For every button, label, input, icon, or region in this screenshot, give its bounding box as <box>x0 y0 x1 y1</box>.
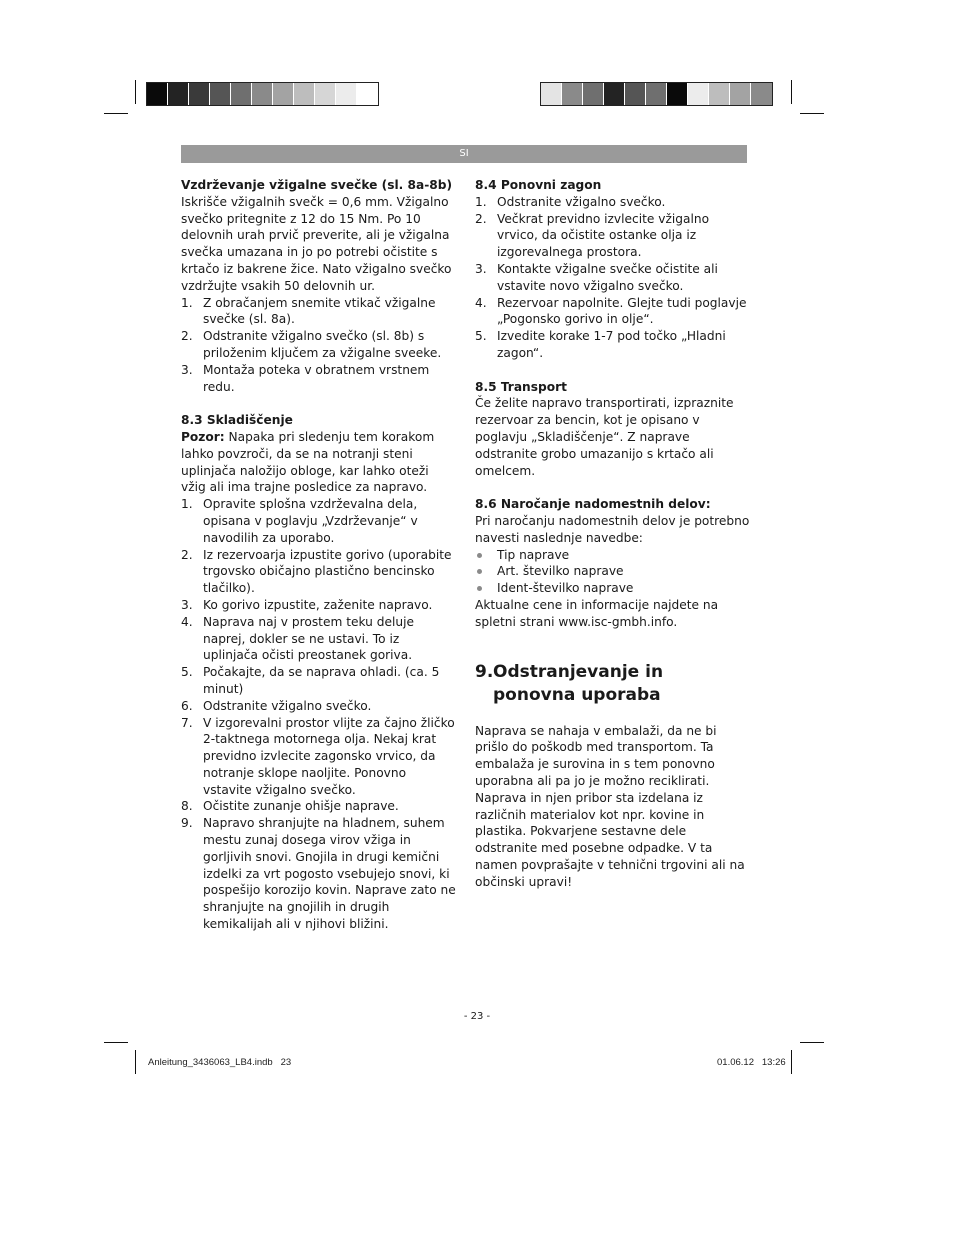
crop-mark <box>104 1042 128 1043</box>
color-swatch <box>189 83 210 105</box>
paragraph: Iskrišče vžigalnih svečk = 0,6 mm. Vžigalno svečko pritegnite z 12 do 15 Nm. Po 10 delovnih urah prvič preverite, ali je vžigalna svečka umazana in jo po potrebi očistite s krtačo iz bakrene žice. Nato vžigalno svečko vzdržujte vsakih 50 delovnih ur. <box>181 194 452 293</box>
transport-section <box>475 379 750 480</box>
crop-mark <box>800 113 824 114</box>
numbered-list <box>181 295 456 396</box>
crop-mark <box>800 1042 824 1043</box>
chapter-title: Odstranjevanje in ponovna uporaba <box>493 661 664 705</box>
list-item <box>475 261 750 295</box>
list-item <box>475 295 750 329</box>
paragraph: Pri naročanju nadomestnih delov je potrebno navesti naslednje navedbe: <box>475 513 750 545</box>
item-number: 9. <box>181 816 193 831</box>
list-item <box>475 547 750 564</box>
item-number: 5. <box>181 665 193 680</box>
item-text: Opravite splošna vzdrževalna dela, opisana v poglavju „Vzdrževanje“ v navodilih za uporabo. <box>203 497 418 545</box>
right-column <box>475 177 750 890</box>
color-swatch <box>147 83 168 105</box>
left-column <box>181 177 456 933</box>
list-item <box>181 664 456 698</box>
color-swatch <box>667 83 688 105</box>
bullet-icon <box>477 569 482 574</box>
language-code: SI <box>459 148 469 159</box>
list-item <box>181 614 456 664</box>
item-number: 4. <box>181 614 193 629</box>
crop-mark <box>791 80 792 104</box>
item-number: 7. <box>181 715 193 730</box>
item-number: 6. <box>181 698 193 713</box>
crop-mark <box>135 80 136 104</box>
item-number: 3. <box>181 362 193 377</box>
item-text: Napravo shranjujte na hladnem, suhem mestu zunaj dosega virov vžiga in gorljivih snovi. Gnojila in drugi kemični izdelki za vrt pogosto vsebujejo snovi, ki pospešijo korozijo kovin. Naprave zato ne shranjujte na gnojilih in drugih kemikalijah ali v njihovi bližini. <box>203 816 456 932</box>
item-text: Ko gorivo izpustite, zaženite napravo. <box>203 597 433 612</box>
color-calibration-strip-left <box>146 82 379 106</box>
color-swatch <box>210 83 231 105</box>
section-heading: 8.6 Naročanje nadomestnih delov: <box>475 497 711 512</box>
warning-label: Pozor: <box>181 429 225 444</box>
bullet-icon <box>477 553 482 558</box>
item-number: 8. <box>181 799 193 814</box>
item-text: Iz rezervoarja izpustite gorivo (uporabite trgovsko običajno plastično bencinsko tlačilko). <box>203 547 452 596</box>
color-calibration-strip-right <box>540 82 773 106</box>
language-header-bar <box>181 145 747 163</box>
section-heading: 8.5 Transport <box>475 379 567 394</box>
item-number: 2. <box>181 329 193 344</box>
item-number: 5. <box>475 329 487 344</box>
item-text: Ident-številko naprave <box>497 581 634 596</box>
list-item <box>475 580 750 597</box>
item-text: Rezervoar napolnite. Glejte tudi poglavje „Pogonsko gorivo in olje“. <box>497 295 747 327</box>
numbered-list <box>475 194 750 362</box>
color-swatch <box>315 83 336 105</box>
list-item <box>181 496 456 546</box>
item-text: Kontakte vžigalne svečke očistite ali vstavite novo vžigalno svečko. <box>497 261 718 293</box>
list-item <box>475 328 750 362</box>
item-text: Art. številko naprave <box>497 564 624 579</box>
color-swatch <box>336 83 357 105</box>
item-text: V izgorevalni prostor vlijte za čajno žličko 2-taktnega motornega olja. Nekaj krat previdno izvlecite zagonsko vrvico, da notranje sklope naoljite. Ponovno vstavite vžigalno svečko. <box>203 715 455 797</box>
item-text: Očistite zunanje ohišje naprave. <box>203 799 399 814</box>
list-item <box>475 211 750 261</box>
crop-mark <box>104 113 128 114</box>
color-swatch <box>751 83 772 105</box>
list-item <box>181 547 456 597</box>
item-text: Odstranite vžigalno svečko (sl. 8b) s priloženim ključem za vžigalne sveeke. <box>203 329 442 360</box>
list-item <box>181 715 456 799</box>
numbered-list <box>181 496 456 933</box>
warning-text: Napaka pri sledenju tem korakom lahko povzroči, da se na notranji steni uplinjača naložijo obloge, kar lahko oteži vžig ali ima trajne posledice za napravo. <box>181 429 435 495</box>
color-swatch <box>357 83 378 105</box>
crop-mark <box>791 1050 792 1074</box>
spark-plug-maintenance-section <box>181 177 456 395</box>
paragraph: Naprava se nahaja v embalaži, da ne bi prišlo do poškodb med transportom. Ta embalaža je surovina in s tem ponovno uporabna ali pa jo je možno reciklirati. Naprava in njen pribor sta izdelana iz različnih materialov kot npr. kovine in plastika. Pokvarjene sestavne dele odstranite med posebne odpadke. V ta namen povprašajte v tehnični trgovini ali na občinski upravi! <box>475 723 745 889</box>
list-item <box>181 597 456 614</box>
list-item <box>181 328 456 362</box>
footer-date: 01.06.12 13:26 <box>717 1057 786 1068</box>
item-number: 2. <box>181 547 193 562</box>
item-text: Odstranite vžigalno svečko. <box>497 194 666 209</box>
color-swatch <box>231 83 252 105</box>
item-number: 1. <box>181 295 193 310</box>
item-number: 1. <box>475 194 487 209</box>
item-text: Odstranite vžigalno svečko. <box>203 698 372 713</box>
item-text: Z obračanjem snemite vtikač vžigalne svečke (sl. 8a). <box>203 295 436 327</box>
list-item <box>181 295 456 329</box>
warning-paragraph <box>181 429 456 496</box>
chapter-number: 9. <box>475 661 494 682</box>
storage-section <box>181 412 456 933</box>
list-item <box>181 698 456 715</box>
color-swatch <box>562 83 583 105</box>
item-text: Montaža poteka v obratnem vrstnem redu. <box>203 362 430 394</box>
color-swatch <box>294 83 315 105</box>
color-swatch <box>688 83 709 105</box>
section-heading: 8.4 Ponovni zagon <box>475 178 602 192</box>
item-number: 2. <box>475 211 487 226</box>
list-item <box>181 815 456 933</box>
list-item <box>475 563 750 580</box>
bullet-icon <box>477 586 482 591</box>
page-number: - 23 - <box>463 1011 491 1022</box>
color-swatch <box>168 83 189 105</box>
list-item <box>181 798 456 815</box>
color-swatch <box>709 83 730 105</box>
item-text: Tip naprave <box>497 547 570 562</box>
item-number: 4. <box>475 295 487 310</box>
color-swatch <box>583 83 604 105</box>
color-swatch <box>625 83 646 105</box>
item-text: Naprava naj v prostem teku deluje naprej, dokler se ne ustavi. To iz uplinjača očisti preostanek goriva. <box>203 614 414 663</box>
color-swatch <box>730 83 751 105</box>
crop-mark <box>135 1050 136 1074</box>
list-item <box>475 194 750 211</box>
paragraph: Aktualne cene in informacije najdete na spletni strani www.isc-gmbh.info. <box>475 597 719 629</box>
color-swatch <box>646 83 667 105</box>
item-text: Izvedite korake 1-7 pod točko „Hladni zagon“. <box>497 329 726 360</box>
color-swatch <box>273 83 294 105</box>
chapter-heading <box>475 661 750 707</box>
color-swatch <box>252 83 273 105</box>
item-text: Počakajte, da se naprava ohladi. (ca. 5 minut) <box>203 665 440 696</box>
footer-file-info: Anleitung_3436063_LB4.indb 23 <box>148 1057 292 1068</box>
item-number: 3. <box>181 597 193 612</box>
section-heading: 8.3 Skladiščenje <box>181 413 293 428</box>
color-swatch <box>541 83 562 105</box>
restart-section <box>475 177 750 362</box>
paragraph: Če želite napravo transportirati, izpraznite rezervoar za bencin, kot je opisano v poglavju „Skladiščenje“. Z naprave odstranite grobo umazanijo s krtačo ali omelcem. <box>475 396 734 478</box>
bullet-list <box>475 547 750 597</box>
spare-parts-section <box>475 496 750 630</box>
item-number: 3. <box>475 261 487 276</box>
list-item <box>181 362 456 396</box>
item-number: 1. <box>181 497 193 512</box>
section-heading: Vzdrževanje vžigalne svečke (sl. 8a-8b) <box>181 178 453 192</box>
color-swatch <box>604 83 625 105</box>
item-text: Večkrat previdno izvlecite vžigalno vrvico, da očistite ostanke olja iz izgorevalnega prostora. <box>497 211 710 260</box>
